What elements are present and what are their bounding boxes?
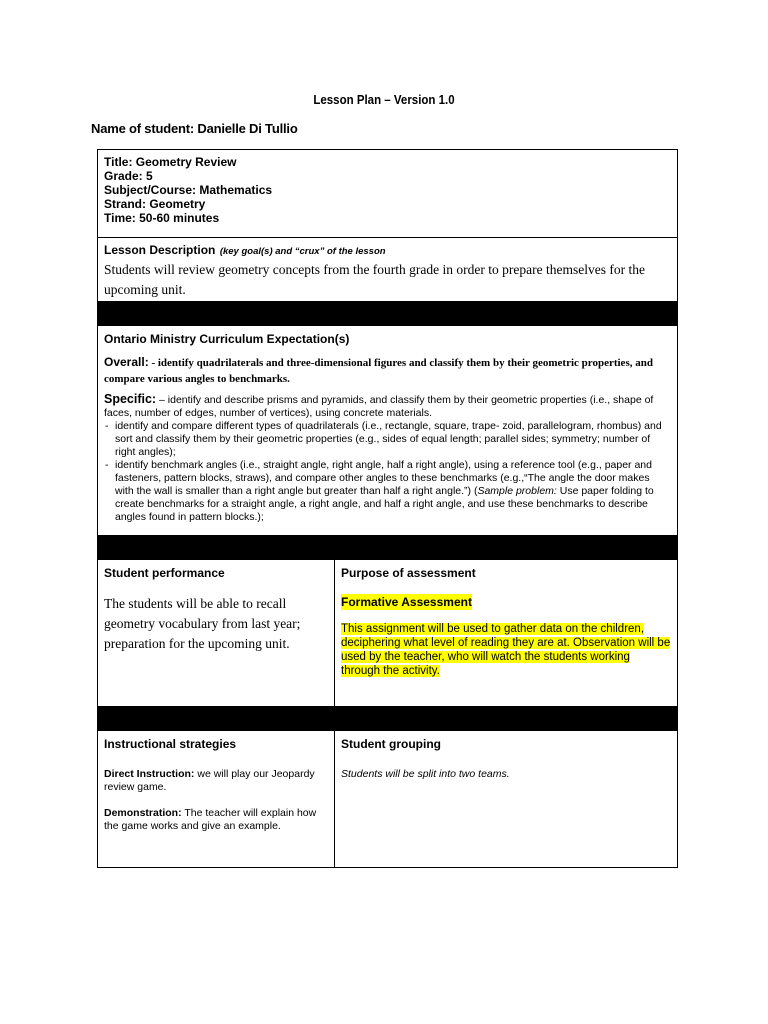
demonstration	[104, 807, 328, 833]
divider-bar	[98, 707, 678, 731]
divider-bar	[98, 302, 678, 326]
performance-text: The students will be able to recall geometry vocabulary from last year; preparation for the upcoming unit.	[104, 596, 301, 651]
description-row	[98, 238, 678, 302]
info-cell	[98, 150, 678, 238]
specific-label: Specific:	[104, 392, 157, 406]
grouping-text: Students will be split into two teams.	[341, 768, 510, 780]
overall-label: Overall:	[104, 355, 149, 369]
demo-text: The teacher will explain how the game works and give an example.	[104, 807, 317, 832]
direct-label: Direct Instruction:	[104, 768, 195, 780]
curriculum-row	[98, 326, 678, 536]
curriculum-cell	[98, 326, 678, 536]
direct-instruction	[104, 768, 328, 794]
grade: Grade: 5	[104, 169, 153, 183]
assessment-cell	[335, 560, 678, 707]
student-name: Name of student: Danielle Di Tullio	[91, 121, 298, 136]
assessment-heading: Purpose of assessment	[341, 566, 476, 580]
divider-bar	[98, 536, 678, 560]
specific-bullets	[104, 420, 671, 524]
overall-expectation	[104, 354, 671, 387]
description-note: (key goal(s) and “crux” of the lesson	[219, 246, 386, 257]
list-item: - identify and compare different types of quadrilaterals (i.e., rectangle, square, trape- zoid, parallelogram, rhombus) and sort and classify them by their geometric properties (e.g., sides of equal length; parallel sides; symmetry; number of right angles);	[104, 420, 671, 459]
description-text: Students will review geometry concepts from the fourth grade in order to prepare themselves for the upcoming unit.	[104, 262, 645, 297]
grouping-cell	[335, 731, 678, 868]
strategies-row	[98, 731, 678, 868]
strategies-heading: Instructional strategies	[104, 737, 237, 751]
subject: Subject/Course: Mathematics	[104, 183, 273, 197]
list-item: - identify benchmark angles (i.e., straight angle, right angle, half a right angle), using a reference tool (e.g., paper and fasteners, pattern blocks, straws), and compare other angles to these benchmarks (e.g.,“The angle the door makes with the wall is smaller than a right angle but greater than half a right angle.”) (Sample problem: Use paper folding to create benchmarks for a straight angle, a right angle, and half a right angle, and use these benchmarks to describe angles found in pattern blocks.);	[104, 459, 671, 524]
description-cell	[98, 238, 678, 302]
performance-cell	[98, 560, 335, 707]
strand: Strand: Geometry	[104, 197, 206, 211]
lesson-title: Title: Geometry Review	[104, 155, 237, 169]
assessment-row	[98, 560, 678, 707]
specific-text: – identify and describe prisms and pyramids, and classify them by their geometric properties (i.e., shape of faces, number of edges, number of vertices), using concrete materials.	[104, 394, 654, 419]
assessment-text: This assignment will be used to gather data on the children, deciphering what level of reading they are at. Observation will be used by the teacher, who will watch the students working through the activity.	[341, 623, 671, 677]
info-row	[98, 150, 678, 238]
performance-heading: Student performance	[104, 566, 225, 580]
lesson-plan-table	[97, 149, 678, 868]
direct-text: we will play our Jeopardy review game.	[104, 768, 315, 793]
description-heading: Lesson Description	[104, 243, 216, 257]
specific-expectation	[104, 393, 671, 420]
curriculum-heading: Ontario Ministry Curriculum Expectation(s)	[104, 332, 350, 346]
grouping-heading: Student grouping	[341, 737, 441, 751]
document-title: Lesson Plan – Version 1.0	[313, 93, 455, 107]
assessment-type: Formative Assessment	[341, 595, 472, 609]
overall-text: - identify quadrilaterals and three-dimensional figures and classify them by their geometric properties, and compare various angles to benchmarks.	[104, 357, 653, 385]
strategies-cell	[98, 731, 335, 868]
time: Time: 50-60 minutes	[104, 211, 220, 225]
demo-label: Demonstration:	[104, 807, 182, 819]
